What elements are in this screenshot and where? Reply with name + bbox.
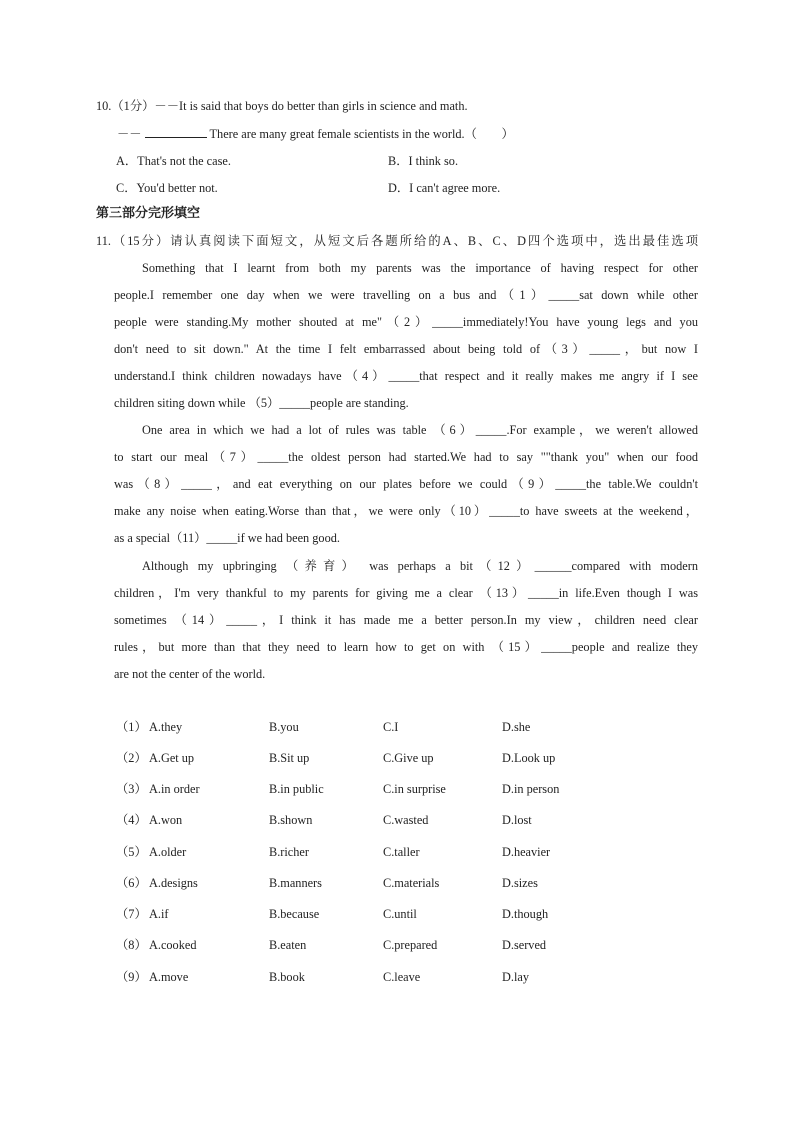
- choice-num: （3）: [116, 782, 147, 796]
- choice-d[interactable]: D.heavier: [502, 845, 551, 859]
- q10-option-b[interactable]: B．I think so.: [388, 154, 459, 168]
- choice-a[interactable]: A.designs: [149, 876, 198, 890]
- choice-c[interactable]: C.I: [383, 720, 399, 734]
- passage-line: people were standing.My mother shouted at me"（2）_____immediately!You have young legs and you: [114, 315, 698, 329]
- passage-line: Although my upbringing （养育） was perhaps a bit（12）______compared with modern: [142, 559, 698, 573]
- choice-b[interactable]: B.shown: [269, 813, 313, 827]
- passage-line: children siting down while （5）_____people are standing.: [114, 396, 409, 410]
- choice-c[interactable]: C.in surprise: [383, 782, 446, 796]
- choice-b[interactable]: B.Sit up: [269, 751, 310, 765]
- choice-c[interactable]: C.leave: [383, 970, 421, 984]
- passage-line: understand.I think children nowadays have（4）_____that respect and it really makes me angry if I see: [114, 369, 698, 383]
- choice-d[interactable]: D.she: [502, 720, 531, 734]
- choice-num: （9）: [116, 970, 147, 984]
- choice-a[interactable]: A.older: [149, 845, 187, 859]
- choice-c[interactable]: C.materials: [383, 876, 440, 890]
- choice-b[interactable]: B.in public: [269, 782, 324, 796]
- passage-line: sometimes （14）_____，I think it has made me a better person.In my view，children need clear: [114, 613, 698, 627]
- section-heading: 第三部分完形填空: [96, 206, 201, 221]
- choice-num: （2）: [116, 751, 147, 765]
- passage-line: children，I'm very thankful to my parents for giving me a clear （13）_____in life.Even though I was: [114, 586, 698, 600]
- choice-d[interactable]: D.lay: [502, 970, 529, 984]
- q10-reply-prefix: －－: [117, 127, 142, 141]
- choice-b[interactable]: B.book: [269, 970, 305, 984]
- passage-line: Something that I learnt from both my parents was the importance of having respect for other: [142, 261, 698, 275]
- passage-line: don't need to sit down." At the time I felt embarrassed about being told of（3）_____，but now I: [114, 342, 698, 356]
- choice-c[interactable]: C.wasted: [383, 813, 429, 827]
- choice-num: （6）: [116, 876, 147, 890]
- choice-b[interactable]: B.eaten: [269, 938, 307, 952]
- passage-line: was（8）_____，and eat everything on our plates before we could（9）_____the table.We couldn't: [114, 477, 698, 491]
- choice-c[interactable]: C.Give up: [383, 751, 434, 765]
- choice-d[interactable]: D.sizes: [502, 876, 538, 890]
- choice-d[interactable]: D.though: [502, 907, 549, 921]
- choice-num: （7）: [116, 907, 147, 921]
- choice-a[interactable]: A.Get up: [149, 751, 195, 765]
- choice-b[interactable]: B.you: [269, 720, 299, 734]
- passage-line: are not the center of the world.: [114, 667, 266, 681]
- choice-b[interactable]: B.because: [269, 907, 320, 921]
- passage-line: people.I remember one day when we were travelling on a bus and（1）_____sat down while other: [114, 288, 698, 302]
- choice-d[interactable]: D.served: [502, 938, 547, 952]
- passage-line: make any noise when eating.Worse than that，we were only（10）_____to have sweets at the weekend，: [114, 504, 698, 518]
- passage-line: to start our meal（7）_____the oldest person had started.We had to say ""thank you" when our food: [114, 450, 698, 464]
- choice-d[interactable]: D.in person: [502, 782, 560, 796]
- choice-c[interactable]: C.taller: [383, 845, 420, 859]
- choice-b[interactable]: B.manners: [269, 876, 322, 890]
- passage-line: One area in which we had a lot of rules was table （6）_____.For example，we weren't allowed: [142, 423, 698, 437]
- choice-c[interactable]: C.prepared: [383, 938, 438, 952]
- choice-a[interactable]: A.in order: [149, 782, 200, 796]
- choice-num: （1）: [116, 720, 147, 734]
- q10-option-c[interactable]: C．You'd better not.: [116, 181, 218, 195]
- choice-num: （5）: [116, 845, 147, 859]
- choice-a[interactable]: A.won: [149, 813, 183, 827]
- q11-instruction: 11.（15分）请认真阅读下面短文，从短文后各题所给的A、B、C、D四个选项中，选出最佳选项: [96, 234, 698, 248]
- choice-num: （4）: [116, 813, 147, 827]
- choice-b[interactable]: B.richer: [269, 845, 309, 859]
- passage-line: as a special（11）_____if we had been good.: [114, 531, 340, 545]
- choice-a[interactable]: A.they: [149, 720, 183, 734]
- choice-a[interactable]: A.if: [149, 907, 169, 921]
- q10-option-a[interactable]: A．That's not the case.: [116, 154, 231, 168]
- q10-answer-blank[interactable]: [145, 125, 207, 138]
- choice-c[interactable]: C.until: [383, 907, 417, 921]
- q10-reply-suffix: There are many great female scientists in the world.（ ）: [209, 127, 514, 141]
- q10-stem: 10.（1分）－－It is said that boys do better than girls in science and math.: [96, 99, 468, 113]
- choice-a[interactable]: A.move: [149, 970, 189, 984]
- choice-num: （8）: [116, 938, 147, 952]
- choice-d[interactable]: D.lost: [502, 813, 532, 827]
- q10-option-d[interactable]: D．I can't agree more.: [388, 181, 501, 195]
- q10-reply: [117, 125, 514, 142]
- passage-line: rules，but more than that they need to learn how to get on with （15）_____people and realize they: [114, 640, 698, 654]
- choice-a[interactable]: A.cooked: [149, 938, 197, 952]
- choice-d[interactable]: D.Look up: [502, 751, 556, 765]
